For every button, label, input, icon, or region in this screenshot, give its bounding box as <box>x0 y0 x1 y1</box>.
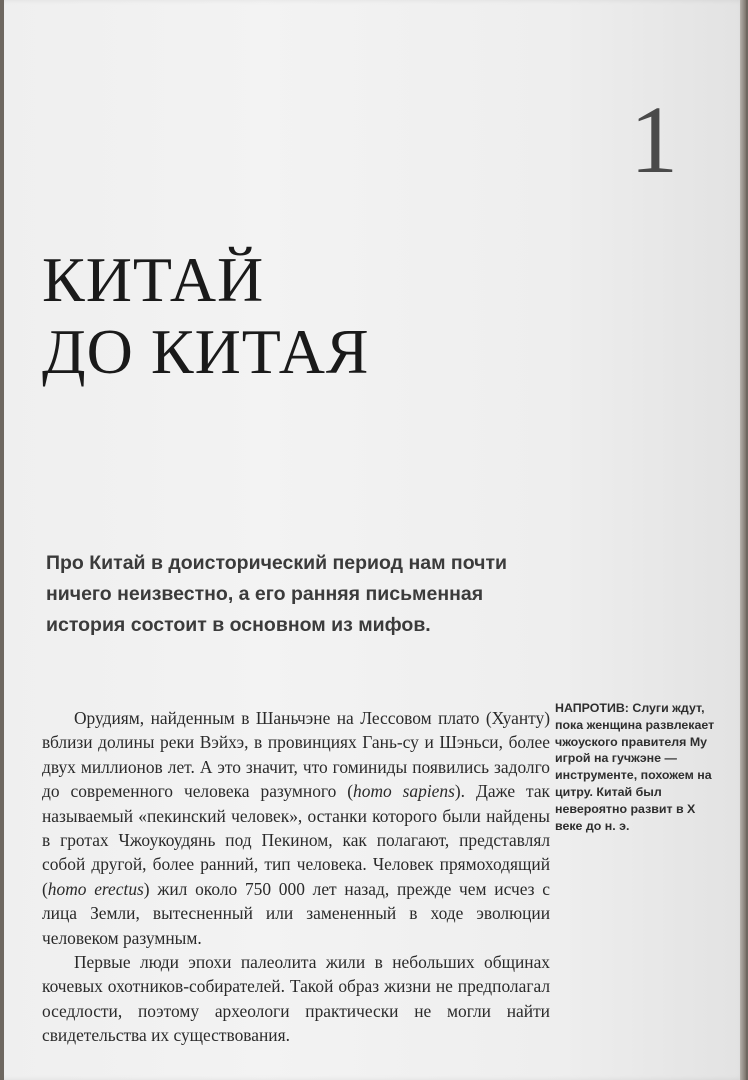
chapter-title-line-1: КИТАЙ <box>42 244 265 315</box>
book-page <box>4 0 746 1080</box>
book-spine-shadow <box>740 0 746 1080</box>
body-paragraph-1 <box>42 706 550 950</box>
body-paragraph-1-part-1: Орудиям, найденным в Шаньчэне на Лессовом плато (Хуанту) вблизи долины реки Вэйхэ, в провинциях Гань-су и Шэньси, более двух миллионов лет. А это значит, что гоминиды появились задолго до современного человека разумного ( <box>42 708 550 802</box>
body-paragraph-1-part-2: ). Даже так называемый «пекинский человек», останки которого были найдены в гротах Чжоукоудянь под Пекином, как полагают, представлял собой другой, более ранний, тип человека. Человек прямоходящий ( <box>42 781 550 899</box>
image-caption <box>555 700 715 834</box>
latin-term-homo-sapiens: homo sapiens <box>353 781 455 802</box>
chapter-title-line-2: ДО КИТАЯ <box>42 316 370 387</box>
caption-label: НАПРОТИВ: <box>555 701 629 715</box>
body-text <box>42 706 550 1048</box>
lead-paragraph: Про Китай в доисторический период нам почти ничего неизвестно, а его ранняя письменная история состоит в основном из мифов. <box>46 552 507 636</box>
body-paragraph-2: Первые люди эпохи палеолита жили в небольших общинах кочевых охотников-собирателей. Такой образ жизни не предполагал оседлости, поэтому археологи практически не могли найти свидетельства их существования. <box>42 952 550 1046</box>
latin-term-homo-erectus: homo erectus <box>47 878 144 899</box>
chapter-title <box>42 244 370 388</box>
body-paragraph-1-part-3: ) жил около 750 000 лет назад, прежде чем исчез с лица Земли, вытесненный или замененный в ходе эволюции человеком разумным. <box>42 878 550 948</box>
caption-text: Слуги ждут, пока женщина развлекает чжоуского правителя Му игрой на гучжэне — инструменте, похожем на цитру. Китай был невероятно развит в X веке до н. э. <box>555 701 715 833</box>
chapter-number: 1 <box>630 86 678 193</box>
